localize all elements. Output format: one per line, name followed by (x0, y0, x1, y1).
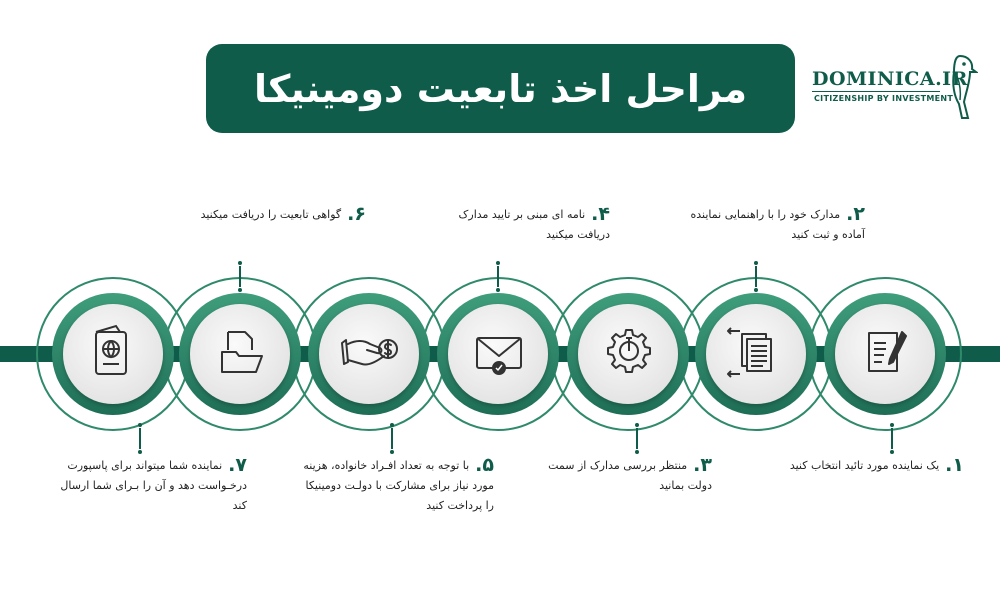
logo-tagline: CITIZENSHIP BY INVESTMENT (814, 94, 954, 103)
step-description: نماینده شما میتواند برای پاسپورت درخـواست دهد و آن را بـرای شما ارسال کند (60, 459, 247, 512)
step-4-node (437, 293, 559, 415)
step-4-text (430, 204, 610, 245)
step-2-node (695, 293, 817, 415)
step-3-node (567, 293, 689, 415)
step-number: ۷. (228, 454, 247, 476)
step-3-text (540, 455, 712, 496)
step-description: گواهی تابعیت را دریافت میکنید (200, 208, 342, 221)
connector-step-2 (755, 266, 757, 287)
step-description: منتظر بررسی مدارک از سمت دولت بمانید (548, 459, 712, 492)
step-5-node (308, 293, 430, 415)
step-description: نامه ای مبنی بر تایید مدارک دریافت میکنید (458, 208, 610, 241)
step-number: ۳. (693, 454, 712, 476)
step-description: مدارک خود را با راهنمایی نماینده آماده و ثبت کنید (690, 208, 865, 241)
connector-step-6 (239, 266, 241, 287)
connector-step-4 (497, 266, 499, 287)
step-1-node (824, 293, 946, 415)
step-5-text (298, 455, 494, 516)
step-number: ۲. (846, 203, 865, 225)
step-7-node (52, 293, 174, 415)
step-number: ۶. (347, 203, 366, 225)
connector-step-5 (391, 428, 393, 449)
step-2-text (675, 204, 865, 245)
step-6-text (150, 204, 366, 225)
step-number: ۱. (945, 454, 964, 476)
step-6-node (179, 293, 301, 415)
step-number: ۴. (591, 203, 610, 225)
connector-step-7 (139, 428, 141, 449)
step-1-text (768, 455, 964, 476)
connector-step-1 (891, 428, 893, 449)
step-number: ۵. (475, 454, 494, 476)
step-description: با توجه به تعداد افـراد خانواده، هزینه مورد نیاز برای مشارکت با دولـت دومینیکا را پرداخت کنید (303, 459, 494, 512)
step-7-text (52, 455, 247, 516)
page-title: مراحل اخذ تابعیت دومینیکا (253, 66, 748, 111)
connector-step-3 (636, 428, 638, 449)
step-description: یک نماینده مورد تائید انتخاب کنید (789, 459, 940, 472)
logo-brand: DOMINICA.IR (812, 68, 968, 90)
